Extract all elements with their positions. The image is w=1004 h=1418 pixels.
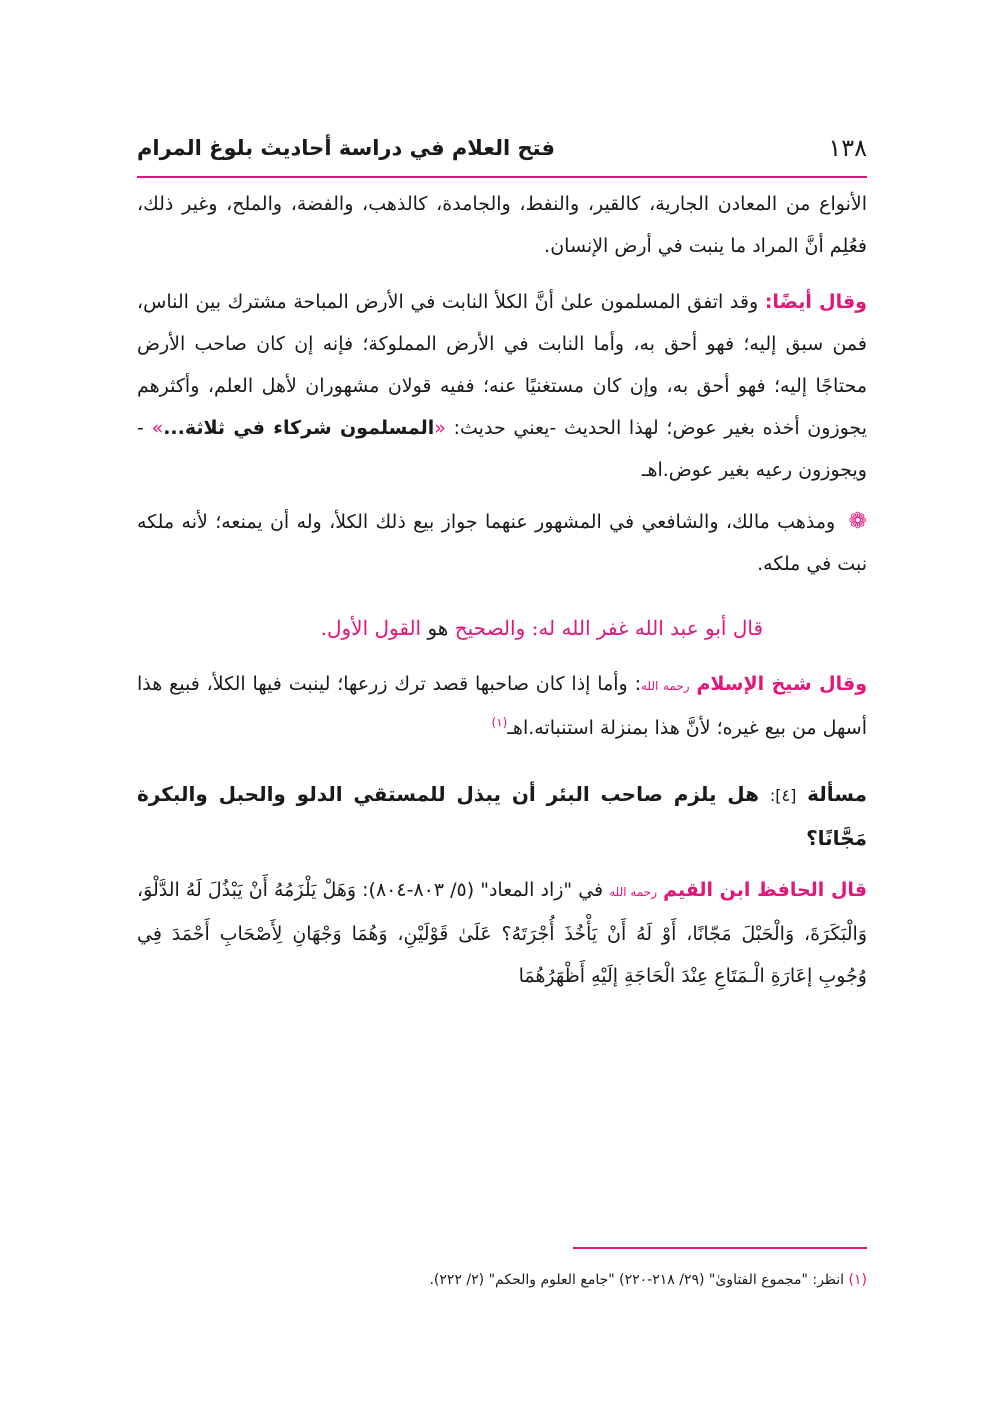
honorific-2: رحمه الله [609, 885, 658, 899]
paragraph-4-label: وقال شيخ الإسلام [696, 673, 868, 695]
flower-ornament-icon: ❁ [848, 509, 867, 534]
paragraph-3-text: ومذهب مالك، والشافعي في المشهور عنهما جواز بيع ذلك الكلأ، وله أن يمنعه؛ لأنه ملكه نبت في ملكه. [137, 511, 867, 575]
masala-title: هل يلزم صاحب البئر أن يبذل للمستقي الدلو والحبل والبكرة مَجَّانًا؟ [137, 782, 867, 850]
hadith-close-quote: » [151, 417, 164, 439]
paragraph-4 [137, 663, 867, 749]
footnote [137, 1266, 867, 1294]
paragraph-2-label: وقال أيضًا: [764, 291, 867, 313]
author-mid: هو [427, 616, 449, 640]
footnote-ref[interactable]: (١) [491, 715, 508, 730]
book-title: فتح العلام في دراسة أحاديث بلوغ المرام [137, 136, 555, 160]
masala-number: [٤]: [769, 786, 797, 805]
header-rule [137, 176, 867, 178]
paragraph-1: الأنواع من المعادن الجارية، كالقير، والنفط، والجامدة، كالذهب، والفضة، والملح، وغير ذلك، فعُلِم أنَّ المراد ما ينبت في أرض الإنسان. [137, 193, 867, 257]
footnote-number: (١) [848, 1272, 867, 1288]
paragraph-5-label: قال الحافظ ابن القيم [663, 879, 868, 901]
author-opinion [137, 607, 867, 649]
paragraph-5-text: وَهَلْ يَلْزَمُهُ أَنْ يَبْذُلَ لَهُ الدَّلْوَ، وَالْبَكَرَةَ، وَالْحَبْلَ مَجّانًا، أَوْ لَهُ أَنْ يَأْخُذَ أُجْرَتَهُ؟ عَلَىٰ قَوْلَيْنِ، وَهُمَا وَجْهَانِ لِأَصْحَابِ أَحْمَدَ فِي وُجُوبِ إعَارَةِ الْـمَتَاعِ عِنْدَ الْحَاجَةِ إلَيْهِ أَظْهَرُهُمَا [137, 879, 867, 987]
page-number: ١٣٨ [828, 134, 867, 162]
footnote-rule [573, 1247, 867, 1249]
paragraph-2-text: وقد اتفق المسلمون علىٰ أنَّ الكلأ النابت في الأرض المباحة مشترك بين الناس، فمن سبق إليه؛ فهو أحق به، وأما النابت في الأرض المملوكة؛ فإنه إن كان صاحب الأرض محتاجًا إليه؛ فهو أحق به، وإن كان مستغنيًا عنه؛ ففيه قولان مشهوران لأهل العلم، وأكثرهم يجوزون أخذه بغير عوض؛ لهذا الحديث -يعني حديث: [137, 291, 867, 439]
book-reference: "زاد المعاد" [480, 879, 573, 901]
paragraph-2 [137, 281, 867, 491]
honorific: رحمه الله [640, 679, 690, 693]
author-prefix: قال أبو عبد الله غفر الله له: [531, 616, 763, 640]
author-correct: والصحيح [454, 616, 526, 640]
masala-label: مسألة [807, 782, 868, 806]
footnote-text: انظر: "مجموع الفتاوىٰ" (٢٩/ ٢١٨-٢٢٠) "جامع العلوم والحكم" (٢/ ٢٢٢). [429, 1272, 845, 1288]
paragraph-5 [137, 869, 867, 997]
paragraph-3 [137, 501, 867, 585]
paragraph-2-end: - ويجوزون رعيه بغير عوض.اهـ [137, 417, 867, 481]
masala-heading [137, 773, 867, 859]
hadith-open-quote: « [434, 417, 446, 439]
volume-page-ref: (٥/ ٨٠٣-٨٠٤): [362, 879, 475, 901]
paragraph-5-in: في [578, 879, 604, 901]
page-body [137, 183, 867, 997]
paragraph-4-text: : وأما إذا كان صاحبها قصد ترك زرعها؛ لينبت فيها الكلأ، فبيع هذا أسهل من بيع غيره؛ لأنَّ هذا بمنزلة استنباته.اهـ [137, 673, 867, 739]
page-header [137, 128, 867, 168]
hadith-quote: المسلمون شركاء في ثلاثة... [163, 417, 435, 439]
author-opinion-text: القول الأول. [320, 616, 422, 640]
